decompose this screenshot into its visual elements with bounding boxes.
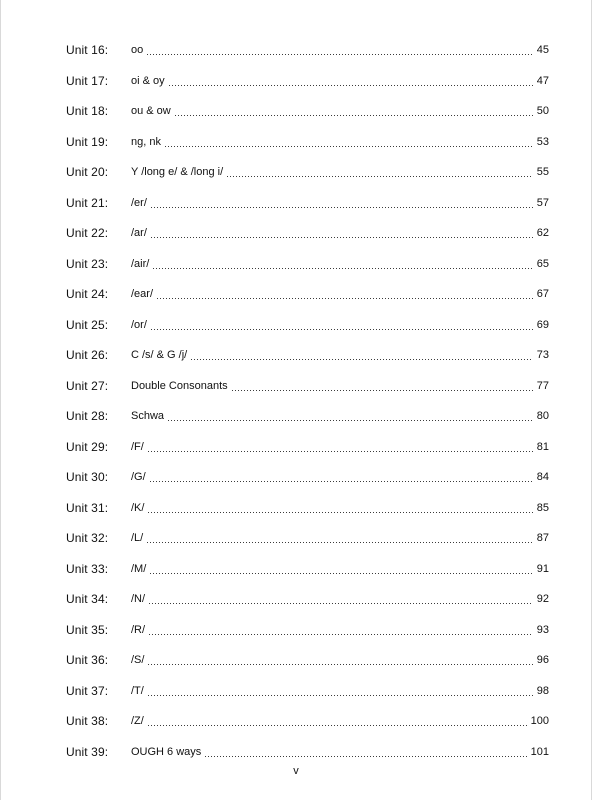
dot-leader bbox=[147, 502, 533, 514]
page-number: 80 bbox=[536, 410, 549, 423]
dot-leader bbox=[164, 136, 533, 148]
unit-label: Unit 17: bbox=[66, 73, 109, 88]
topic-title: /ar/ bbox=[131, 227, 147, 240]
unit-label: Unit 31: bbox=[66, 500, 109, 515]
topic-title: Y /long e/ & /long i/ bbox=[131, 166, 224, 179]
topic-title: ou & ow bbox=[131, 105, 171, 118]
unit-label: Unit 28: bbox=[66, 409, 109, 424]
unit-label: Unit 20: bbox=[66, 165, 109, 180]
page-number: 62 bbox=[536, 227, 549, 240]
unit-label: Unit 27: bbox=[66, 378, 109, 393]
toc-entry-unit-37 bbox=[66, 676, 549, 707]
page-number: 98 bbox=[536, 684, 549, 697]
topic-title: oo bbox=[131, 44, 144, 57]
toc-entry-unit-20 bbox=[66, 157, 549, 188]
toc-entry-unit-30 bbox=[66, 462, 549, 493]
toc-entry-unit-34 bbox=[66, 584, 549, 615]
topic-title: /K/ bbox=[131, 501, 145, 514]
page-number: 77 bbox=[536, 379, 549, 392]
topic-title: /S/ bbox=[131, 654, 145, 667]
topic-title: /T/ bbox=[131, 684, 144, 697]
unit-label: Unit 24: bbox=[66, 287, 109, 302]
dot-leader bbox=[147, 685, 533, 697]
toc-entry-unit-19 bbox=[66, 127, 549, 158]
unit-label: Unit 37: bbox=[66, 683, 109, 698]
topic-title: /ear/ bbox=[131, 288, 154, 301]
page-number: 92 bbox=[536, 593, 549, 606]
unit-label: Unit 25: bbox=[66, 317, 109, 332]
topic-title: /M/ bbox=[131, 562, 147, 575]
unit-label: Unit 35: bbox=[66, 622, 109, 637]
dot-leader bbox=[149, 563, 533, 575]
dot-leader bbox=[146, 532, 533, 544]
page-number: 100 bbox=[530, 715, 549, 728]
unit-label: Unit 29: bbox=[66, 439, 109, 454]
topic-title: /air/ bbox=[131, 257, 150, 270]
toc-entry-unit-23 bbox=[66, 249, 549, 280]
dot-leader bbox=[167, 410, 533, 422]
toc-entry-unit-26 bbox=[66, 340, 549, 371]
topic-title: ng, nk bbox=[131, 135, 161, 148]
page-number: 45 bbox=[536, 44, 549, 57]
unit-label: Unit 39: bbox=[66, 744, 109, 759]
dot-leader bbox=[174, 105, 533, 117]
topic-title: /er/ bbox=[131, 196, 147, 209]
page-number: 69 bbox=[536, 318, 549, 331]
dot-leader bbox=[147, 654, 533, 666]
topic-title: /N/ bbox=[131, 593, 146, 606]
page-number: 67 bbox=[536, 288, 549, 301]
dot-leader bbox=[204, 746, 528, 758]
page-number: 50 bbox=[536, 105, 549, 118]
page-number: 87 bbox=[536, 532, 549, 545]
dot-leader bbox=[147, 441, 533, 453]
toc-entry-unit-38 bbox=[66, 706, 549, 737]
topic-title: C /s/ & G /j/ bbox=[131, 349, 188, 362]
unit-label: Unit 30: bbox=[66, 470, 109, 485]
page-number: 91 bbox=[536, 562, 549, 575]
dot-leader bbox=[226, 166, 533, 178]
topic-title: oi & oy bbox=[131, 74, 165, 87]
toc-entry-unit-39 bbox=[66, 737, 549, 768]
dot-leader bbox=[147, 715, 529, 727]
unit-label: Unit 23: bbox=[66, 256, 109, 271]
dot-leader bbox=[156, 288, 533, 300]
toc-entry-unit-17 bbox=[66, 66, 549, 97]
dot-leader bbox=[149, 471, 533, 483]
page-number: 55 bbox=[536, 166, 549, 179]
unit-label: Unit 34: bbox=[66, 592, 109, 607]
page-number: 65 bbox=[536, 257, 549, 270]
unit-label: Unit 16: bbox=[66, 43, 109, 58]
toc-entry-unit-33 bbox=[66, 554, 549, 585]
toc-entry-unit-29 bbox=[66, 432, 549, 463]
toc-entry-unit-25 bbox=[66, 310, 549, 341]
topic-title: OUGH 6 ways bbox=[131, 745, 202, 758]
page-number: 96 bbox=[536, 654, 549, 667]
footer-page-number: v bbox=[293, 765, 299, 777]
topic-title: /G/ bbox=[131, 471, 146, 484]
page-number: 101 bbox=[530, 745, 549, 758]
dot-leader bbox=[231, 380, 533, 392]
unit-label: Unit 32: bbox=[66, 531, 109, 546]
toc-entry-unit-21 bbox=[66, 188, 549, 219]
page-number: 53 bbox=[536, 135, 549, 148]
toc-entry-unit-28 bbox=[66, 401, 549, 432]
unit-label: Unit 18: bbox=[66, 104, 109, 119]
unit-label: Unit 36: bbox=[66, 653, 109, 668]
table-of-contents bbox=[66, 35, 549, 767]
toc-entry-unit-35 bbox=[66, 615, 549, 646]
page-number: 73 bbox=[536, 349, 549, 362]
page-number: 85 bbox=[536, 501, 549, 514]
dot-leader bbox=[150, 197, 533, 209]
topic-title: /F/ bbox=[131, 440, 144, 453]
unit-label: Unit 22: bbox=[66, 226, 109, 241]
unit-label: Unit 38: bbox=[66, 714, 109, 729]
unit-label: Unit 26: bbox=[66, 348, 109, 363]
toc-entry-unit-24 bbox=[66, 279, 549, 310]
topic-title: /L/ bbox=[131, 532, 144, 545]
toc-entry-unit-27 bbox=[66, 371, 549, 402]
unit-label: Unit 21: bbox=[66, 195, 109, 210]
dot-leader bbox=[148, 624, 533, 636]
toc-entry-unit-36 bbox=[66, 645, 549, 676]
toc-entry-unit-32 bbox=[66, 523, 549, 554]
toc-entry-unit-16 bbox=[66, 35, 549, 66]
unit-label: Unit 33: bbox=[66, 561, 109, 576]
page-number: 84 bbox=[536, 471, 549, 484]
toc-entry-unit-18 bbox=[66, 96, 549, 127]
dot-leader bbox=[152, 258, 533, 270]
dot-leader bbox=[190, 349, 533, 361]
topic-title: Double Consonants bbox=[131, 379, 228, 392]
dot-leader bbox=[150, 319, 533, 331]
topic-title: Schwa bbox=[131, 410, 165, 423]
dot-leader bbox=[146, 44, 533, 56]
dot-leader bbox=[150, 227, 533, 239]
toc-entry-unit-31 bbox=[66, 493, 549, 524]
page-number: 93 bbox=[536, 623, 549, 636]
topic-title: /or/ bbox=[131, 318, 147, 331]
toc-entry-unit-22 bbox=[66, 218, 549, 249]
page-number: 81 bbox=[536, 440, 549, 453]
page-number: 57 bbox=[536, 196, 549, 209]
topic-title: /Z/ bbox=[131, 715, 144, 728]
topic-title: /R/ bbox=[131, 623, 146, 636]
page-number: 47 bbox=[536, 74, 549, 87]
dot-leader bbox=[148, 593, 533, 605]
dot-leader bbox=[168, 75, 533, 87]
unit-label: Unit 19: bbox=[66, 134, 109, 149]
